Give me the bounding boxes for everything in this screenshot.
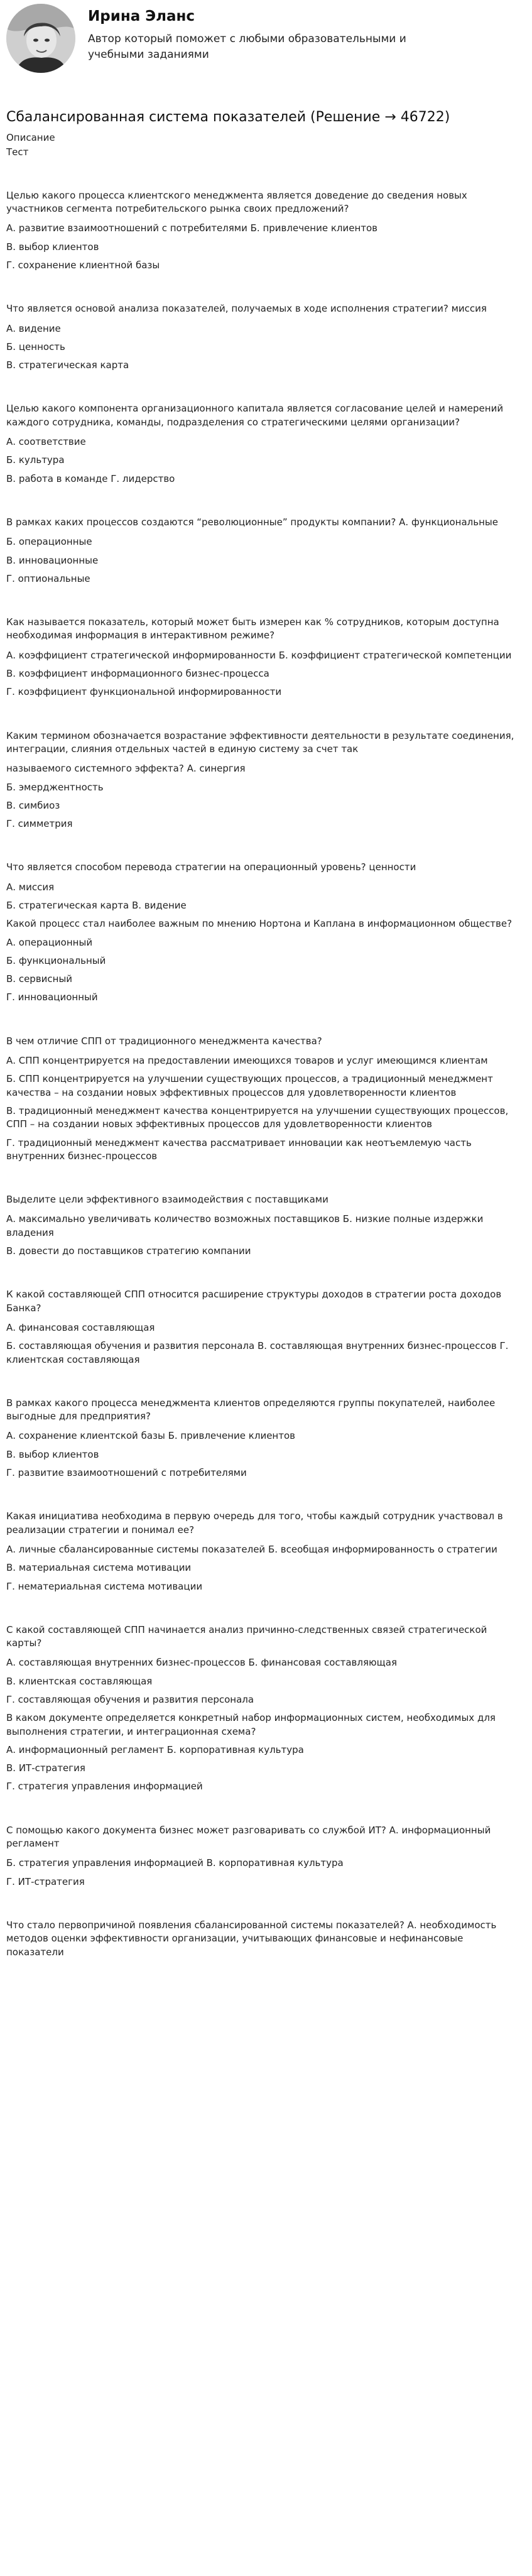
question-block	[6, 1193, 516, 1258]
question-block	[6, 189, 516, 272]
answer-option: А. видение	[6, 322, 61, 334]
question-block	[6, 1288, 516, 1366]
question-text: Что стало первопричиной появления сбалансированной системы показателей? А. необходимость методов оценки эффективности организации, учитывающих финансовые и нефинансовые показатели	[6, 1919, 497, 1958]
answer-option: Г. оптиональные	[6, 572, 90, 584]
answer-option: Г. развитие взаимоотношений с потребителями	[6, 1467, 247, 1479]
answer-option: В. симбиоз	[6, 799, 60, 811]
question-text: В чем отличие СПП от традиционного менеджмента качества?	[6, 1035, 322, 1047]
answer-option: Б. СПП концентрируется на улучшении существующих процессов, а традиционный менеджмент качества – на создании новых эффективных процессов для удовлетворенности клиентов	[6, 1073, 493, 1098]
answer-option: А. СПП концентрируется на предоставлении имеющихся товаров и услуг имеющимся клиентам	[6, 1055, 488, 1067]
author-info	[88, 4, 440, 62]
answer-option: В. материальная система мотивации	[6, 1562, 192, 1574]
answer-option: Б. стратегическая карта В. видение	[6, 900, 187, 911]
answer-option: Г. составляющая обучения и развития персонала	[6, 1693, 254, 1705]
answer-option: Г. инновационный	[6, 991, 98, 1003]
answer-option: Б. операционные	[6, 536, 92, 548]
answer-option: А. соответствие	[6, 436, 86, 448]
answer-option: А. миссия	[6, 881, 55, 893]
question-block	[6, 1919, 516, 1959]
question-list	[6, 189, 516, 1959]
answer-option: В каком документе определяется конкретный набор информационных систем, необходимых для выполнения стратегии, и интеграционная схема?	[6, 1712, 496, 1737]
question-text: Каким термином обозначается возрастание эффективности деятельности в результате соединения, интеграции, слияния отдельных частей в единую систему за счет так	[6, 729, 514, 755]
question-text: Целью какого компонента организационного капитала является согласование целей и намерений каждого сотрудника, команды, подразделения со стратегическими целями организации?	[6, 403, 504, 428]
answer-option: В. ИТ-стратегия	[6, 1762, 85, 1774]
answer-option: А. личные сбалансированные системы показателей Б. всеобщая информированность о стратегии	[6, 1543, 497, 1555]
question-text: Что является способом перевода стратегии на операционный уровень? ценности	[6, 861, 416, 873]
answer-option: Г. стратегия управления информацией	[6, 1781, 203, 1793]
document-title: Сбалансированная система показателей (Решение → 46722)	[6, 109, 450, 125]
answer-option: Г. коэффициент функциональной информированности	[6, 686, 282, 698]
answer-option: Г. сохранение клиентной базы	[6, 259, 160, 271]
question-text: С помощью какого документа бизнес может разговаривать со службой ИТ? А. информационный регламент	[6, 1824, 491, 1850]
question-text: Какая инициатива необходима в первую очередь для того, чтобы каждый сотрудник участвовал в реализации стратегии и понимал ее?	[6, 1510, 503, 1536]
answer-option: А. максимально увеличивать количество возможных поставщиков Б. низкие полные издержки владения	[6, 1213, 484, 1238]
answer-option: В. сервисный	[6, 973, 73, 985]
author-photo-icon	[6, 4, 75, 73]
question-block	[6, 516, 516, 586]
question-block	[6, 1397, 516, 1480]
question-text: Выделите цели эффективного взаимодействия с поставщиками	[6, 1194, 328, 1206]
answer-option: Б. функциональный	[6, 954, 106, 966]
answer-option: А. развитие взаимоотношений с потребителями Б. привлечение клиентов	[6, 222, 378, 234]
answer-option: В. коэффициент информационного бизнес-процесса	[6, 668, 269, 680]
answer-option: А. информационный регламент Б. корпоративная культура	[6, 1744, 304, 1755]
question-block	[6, 1624, 516, 1794]
answer-option: В. традиционный менеджмент качества концентрируется на улучшении существующих процессов, СПП – на создании новых эффективных процессов для удовлетворенности клиентов	[6, 1105, 509, 1130]
author-description: Автор который поможет с любыми образовательными и учебными заданиями	[88, 33, 406, 61]
answer-option: Г. традиционный менеджмент качества рассматривает инновации как неотъемлемую часть внутренних бизнес-процессов	[6, 1137, 472, 1162]
question-block	[6, 402, 516, 485]
answer-option: В. клиентская составляющая	[6, 1675, 153, 1687]
question-block	[6, 1824, 516, 1889]
question-text: В рамках какого процесса менеджмента клиентов определяются группы покупателей, наиболее выгодные для предприятия?	[6, 1397, 496, 1422]
answer-option: В. довести до поставщиков стратегию компании	[6, 1245, 251, 1257]
answer-option: А. составляющая внутренних бизнес-процессов Б. финансовая составляющая	[6, 1657, 397, 1669]
answer-option: В. инновационные	[6, 554, 99, 566]
question-text: Целью какого процесса клиентского менеджмента является доведение до сведения новых участников сегмента потребительского рынка своих предложений?	[6, 189, 467, 215]
question-block	[6, 1035, 516, 1163]
answer-option: А. сохранение клиентской базы Б. привлечение клиентов	[6, 1430, 295, 1442]
question-block	[6, 302, 516, 372]
answer-option: Б. составляющая обучения и развития персонала В. составляющая внутренних бизнес-процессов Г. клиентская составляющая	[6, 1340, 509, 1365]
question-block	[6, 729, 516, 831]
question-text: Как называется показатель, который может быть измерен как % сотрудников, которым доступна необходимая информация в интерактивном режиме?	[6, 616, 499, 641]
answer-option: А. коэффициент стратегической информированности Б. коэффициент стратегической компетенции	[6, 649, 512, 661]
type-label: Тест	[6, 146, 29, 158]
answer-option: Б. стратегия управления информацией В. корпоративная культура	[6, 1857, 344, 1869]
answer-option: называемого системного эффекта? А. синергия	[6, 763, 246, 775]
answer-option: В. работа в команде Г. лидерство	[6, 472, 175, 484]
description-label: Описание	[6, 131, 55, 143]
question-text: Что является основой анализа показателей, получаемых в ходе исполнения стратегии? миссия	[6, 303, 487, 315]
answer-option: Какой процесс стал наиболее важным по мнению Нортона и Каплана в информационном обществе?	[6, 918, 513, 930]
answer-option: В. выбор клиентов	[6, 1448, 99, 1460]
answer-option: Б. ценность	[6, 341, 65, 352]
answer-option: В. стратегическая карта	[6, 359, 129, 371]
question-block	[6, 861, 516, 1004]
answer-option: В. выбор клиентов	[6, 241, 99, 253]
question-block	[6, 1510, 516, 1593]
author-avatar[interactable]	[6, 4, 75, 73]
question-text: В рамках каких процессов создаются “революционные” продукты компании? А. функциональные	[6, 516, 498, 528]
question-text: К какой составляющей СПП относится расширение структуры доходов в стратегии роста доходов Банка?	[6, 1289, 502, 1314]
answer-option: Б. эмерджентность	[6, 781, 104, 793]
answer-option: Г. нематериальная система мотивации	[6, 1580, 203, 1592]
answer-option: А. операционный	[6, 936, 93, 948]
author-name[interactable]: Ирина Эланс	[88, 8, 195, 25]
answer-option: Г. симметрия	[6, 818, 73, 830]
author-header	[6, 0, 516, 98]
answer-option: Г. ИТ-стратегия	[6, 1875, 85, 1887]
question-block	[6, 616, 516, 699]
answer-option: А. финансовая составляющая	[6, 1321, 155, 1333]
question-text: С какой составляющей СПП начинается анализ причинно-следственных связей стратегической карты?	[6, 1624, 487, 1649]
answer-option: Б. культура	[6, 454, 65, 466]
